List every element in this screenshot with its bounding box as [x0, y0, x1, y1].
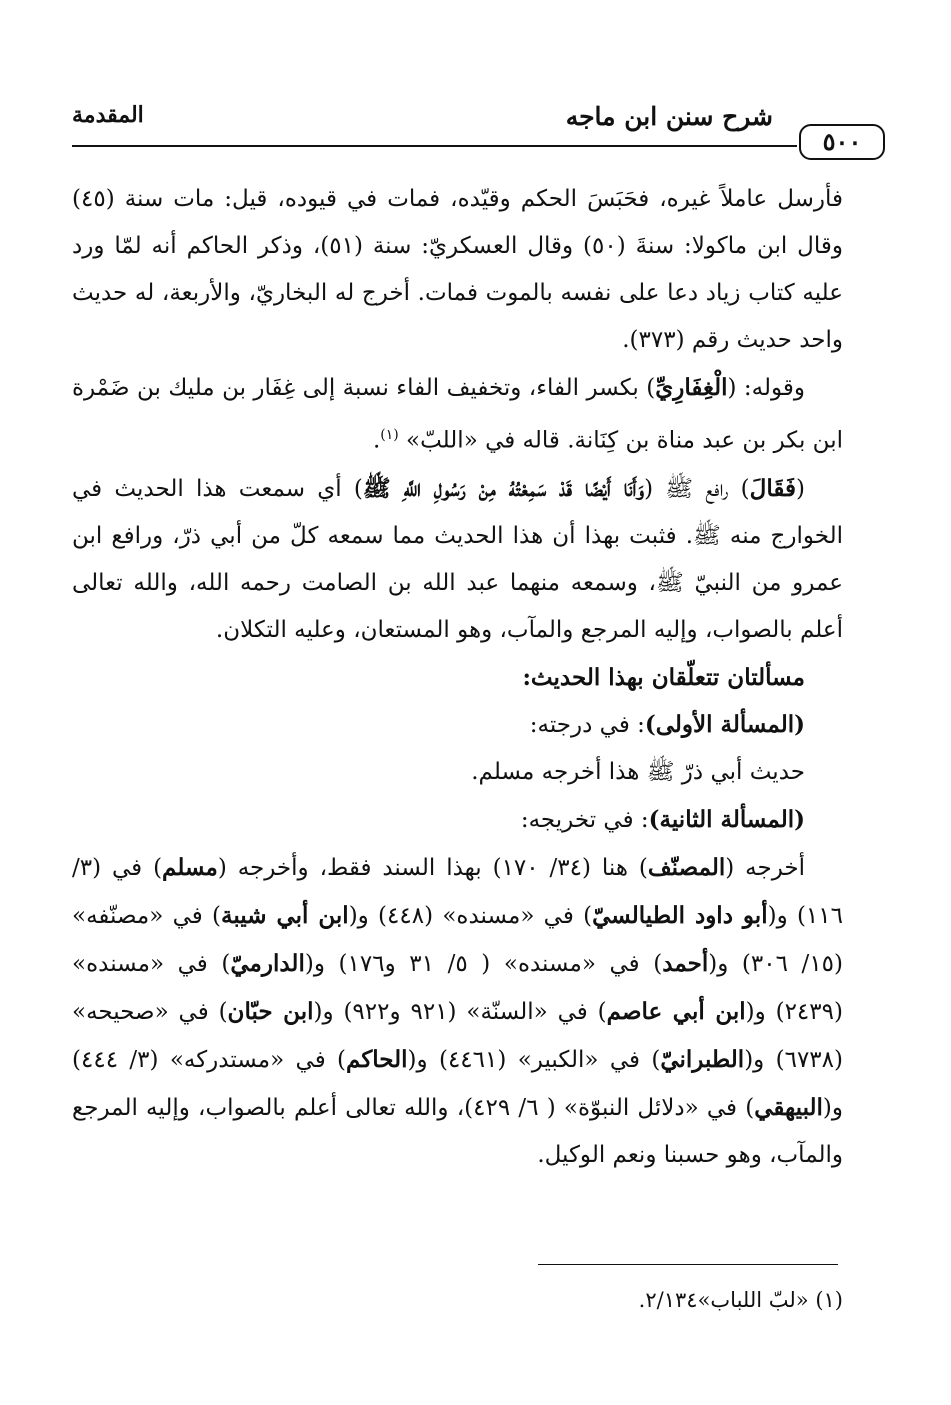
footnote-ref: (١) — [380, 427, 399, 443]
paragraph-ghifari: وقوله: (الْغِفَارِيِّ) بكسر الفاء، وتخفيف الفاء نسبة إلى غِفَار بن مليك بن ضَمْرة ابن بكر بن عبد مناة بن كِنَانة. قاله في «اللبّ» $^{(١)}$. — [72, 374, 843, 454]
page-header — [72, 98, 885, 160]
footnote-rule — [538, 1264, 838, 1265]
issue-one-body: حديث أبي ذرّ ﷺ هذا أخرجه مسلم. — [471, 758, 805, 785]
paragraph-narrator-bio: فأرسل عاملاً غيره، فحَبَسَ الحكم وقيّده، فمات في قيوده، قيل: مات سنة (٤٥) وقال ابن ماكولا: سنةَ (٥٠) وقال العسكريّ: سنة (٥١)، وذكر الحاكم أنه لمّا ورد عليه كتاب زياد دعا على نفسه بالموت فمات. أخرج له البخاريّ، والأربعة، له حديث واحد حديث رقم (٣٧٣). — [72, 186, 843, 353]
section-heading: مسألتان تتعلّقان بهذا الحديث: — [522, 663, 805, 691]
issue-two: (المسألة الثانية): في تخريجه: — [520, 805, 805, 833]
page-body — [72, 176, 843, 1179]
header-rule — [72, 145, 797, 147]
paragraph-takhrij: أخرجه (المصنّف) هنا (٣٤/ ١٧٠) بهذا السند فقط، وأخرجه (مسلم) في (٣/ ١١٦) و(أبو داود الطيالسيّ) في «مسنده» (٤٤٨) و(ابن أبي شيبة) في «مصنّفه» (١٥/ ٣٠٦) و(أحمد) في «مسنده» ( ٥/ ٣١ و١٧٦) و(الدارميّ) في «مسنده» (٢٤٣٩) و(ابن أبي عاصم) في «السنّة» (٩٢١ و٩٢٢) و(ابن حبّان) في «صحيحه» (٦٧٣٨) و(الطبرانيّ) في «الكبير» (٤٤٦١) و(الحاكم) في «مستدركه» (٣/ ٤٤٤) و(البيهقي) في «دلائل النبوّة» ( ٦/ ٤٢٩)، والله تعالى أعلم بالصواب، وإليه المرجع والمآب، وهو حسبنا ونعم الوكيل. — [72, 853, 844, 1168]
paragraph-rafi: (فَقَالَ) رافع ﷺ (وَأَنَا أَيْضًا قَدْ سَمِعْتُهُ مِنْ رَسُولِ اللَّهِ ﷺ) أي سمعت هذا الحديث في الخوارج منه ﷺ. فثبت بهذا أن هذا الحديث مما سمعه كلّ من أبي ذرّ، ورافع ابن عمرو من النبيّ ﷺ، وسمعه منهما عبد الله بن الصامت رحمه الله، والله تعالى أعلم بالصواب، وإليه المرجع والمآب، وهو المستعان، وعليه التكلان. — [72, 474, 843, 643]
issue-one: (المسألة الأولى): في درجته: — [529, 710, 805, 738]
section-title: المقدمة — [72, 102, 144, 128]
page-number: ٥٠٠ — [799, 124, 885, 160]
book-title: شرح سنن ابن ماجه — [565, 102, 773, 131]
footnote: (١) «لبّ اللباب»٢/١٣٤. — [638, 1288, 843, 1312]
